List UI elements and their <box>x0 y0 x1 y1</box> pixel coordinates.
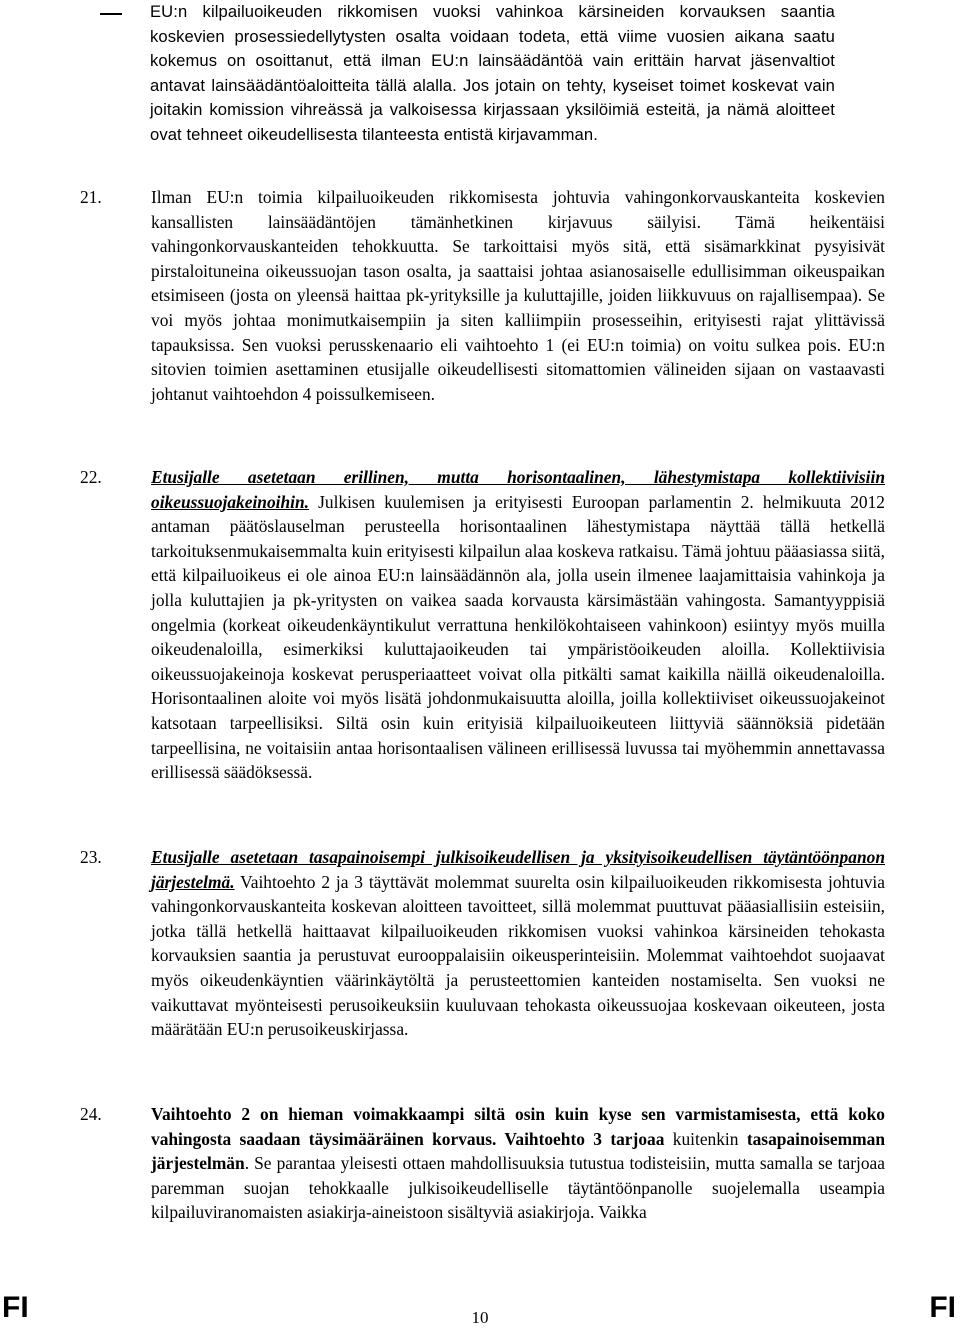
paragraph-number: 21. <box>80 187 102 207</box>
normal-text: . Se parantaa yleisesti ottaen mahdollisuuksia tutustua todisteisiin, mutta samalla se tarjoaa paremman suojan tehokkaalle julkisoikeudelliselle täytäntöönpanolle suojelemalla useampia kilpailuviranomaisten asiakirja-aineistoon sisältyviä asiakirjoja. Vaikka <box>151 1153 885 1223</box>
normal-text: kuitenkin <box>664 1128 747 1149</box>
paragraph-22 <box>80 465 885 785</box>
bold-text: tasapainoisemman järjestelmän <box>151 1128 885 1174</box>
footer-language-right: FI <box>929 1291 956 1324</box>
paragraph-24 <box>80 1102 885 1225</box>
bullet-text: EU:n kilpailuoikeuden rikkomisen vuoksi vahinkoa kärsineiden korvauksen saantia koskevien prosessiedellytysten osalta voidaan todeta, että viime vuosien aikana saatu kokemus on osoittanut, että ilman EU:n lainsäädäntöä vain erittäin harvat jäsenvaltiot antavat lainsäädäntöaloitteita tällä alalla. Jos jotain on tehty, kyseiset toimet koskevat vain joitakin komission vihreässä ja valkoisessa kirjassaan yksilöimiä esteitä, ja nämä aloitteet ovat tehneet oikeudellisesta tilanteesta entistä kirjavamman. <box>150 2 835 144</box>
paragraph-text <box>151 1102 885 1225</box>
page-number: 10 <box>471 1308 489 1327</box>
paragraph-number: 22. <box>80 467 102 487</box>
paragraph-number: 24. <box>80 1104 102 1124</box>
paragraph-23 <box>80 845 885 1042</box>
paragraph-text: Ilman EU:n toimia kilpailuoikeuden rikkomisesta johtuvia vahingonkorvauskanteita koskevien kansallisten lainsäädäntöjen tämänhetkinen kirjavuus säilyisi. Tämä heikentäisi vahingonkorvauskanteiden tehokkuutta. Se tarkoittaisi myös sitä, että sisämarkkinat pysyisivät pirstaloituneina oikeussuojan tason osalta, ja saattaisi johtaa asianosaiselle edullisimman oikeuspaikan etsimiseen (josta on yleensä haittaa pk-yrityksille ja kuluttajille, joiden liikkuvuus on rajallisempaa). Se voi myös johtaa monimutkaisempiin ja siten kalliimpiin prosesseihin, erityisesti rajat ylittävissä tapauksissa. Sen vuoksi perusskenaario eli vaihtoehto 1 (ei EU:n toimia) on voitu sulkea pois. EU:n sitovien toimien asettaminen etusijalle oikeudellisesti sitomattomien välineiden sijaan on vastaavasti johtanut vaihtoehdon 4 poissulkemiseen. <box>151 187 885 404</box>
paragraph-number: 23. <box>80 847 102 867</box>
paragraph-text <box>151 845 885 1042</box>
footer-language-left: FI <box>2 1291 29 1324</box>
paragraph-text <box>151 465 885 785</box>
paragraph-21 <box>80 185 885 406</box>
bold-text: Vaihtoehto 2 on hieman voimakkaampi siltä osin kuin kyse sen varmistamisesta, että koko vahingosta saadaan täysimääräinen korvaus. Vaihtoehto 3 tarjoaa <box>151 1104 885 1149</box>
bullet-item <box>150 0 885 148</box>
paragraph-heading: Etusijalle asetetaan tasapainoisempi julkisoikeudellisen ja yksityisoikeudellisen täytäntöönpanon järjestelmä. <box>151 847 885 892</box>
paragraph-body: Julkisen kuulemisen ja erityisesti Euroopan parlamentin 2. helmikuuta 2012 antaman päätöslauselman perusteella horisontaalinen lähestymistapa näyttää tällä hetkellä tarkoituksenmukaisemmalta kuin erityisesti kilpailun alaa koskeva ratkaisu. Tämä johtuu pääasiassa siitä, että kilpailuoikeus ei ole ainoa EU:n lainsäädännön ala, jolla usein ilmenee laajamittaisia vahinkoja ja jolla kuluttajien ja pk-yritysten on vaikea saada korvausta kärsimästään vahingosta. Samantyyppisiä ongelmia (korkeat oikeudenkäyntikulut verrattuna henkilökohtaiseen vahinkoon) esiintyy myös muilla oikeudenaloilla, esimerkiksi kuluttajaoikeuden tai ympäristöoikeuden aloilla. Kollektiivisia oikeussuojakeinoja koskevat perusperiaatteet voivat olla pitkälti samat kaikilla näillä oikeudenaloilla. Horisontaalinen aloite voi myös lisätä johdonmukaisuutta aloilla, joilla kollektiiviset oikeussuojakeinot katsotaan tarpeellisiksi. Siltä osin kuin erityisiä kilpailuoikeuteen liittyviä säännöksiä pidetään tarpeellisina, ne voitaisiin antaa horisontaalisen välineen erillisessä luvussa tai myöhemmin annettavassa erillisessä säädöksessä. <box>151 491 885 783</box>
paragraph-heading: Etusijalle asetetaan erillinen, mutta horisontaalinen, lähestymistapa kollektiivisiin oikeussuojakeinoihin. <box>151 467 885 512</box>
paragraph-body: Vaihtoehto 2 ja 3 täyttävät molemmat suurelta osin kilpailuoikeuden rikkomisesta johtuvia vahingonkorvauskanteita koskevan aloitteen tavoitteet, sillä molemmat puuttuvat pääasiallisiin esteisiin, jotka tällä hetkellä haittaavat kilpailuoikeuden rikkomisen vuoksi vahinkoa kärsineiden tehokasta korvauksien saantia ja perustuvat eurooppalaisiin oikeusperinteisiin. Molemmat vaihtoehdot suojaavat myös oikeudenkäyntien väärinkäytöltä ja perusteettomien kanteiden nostamiselta. Sen vuoksi ne vaikuttavat myönteisesti perusoikeuksiin kuuluvaan tehokasta oikeussuojaa koskevaan oikeuteen, josta määrätään EU:n perusoikeuskirjassa. <box>151 871 885 1040</box>
dash-bullet-icon <box>100 0 122 1</box>
